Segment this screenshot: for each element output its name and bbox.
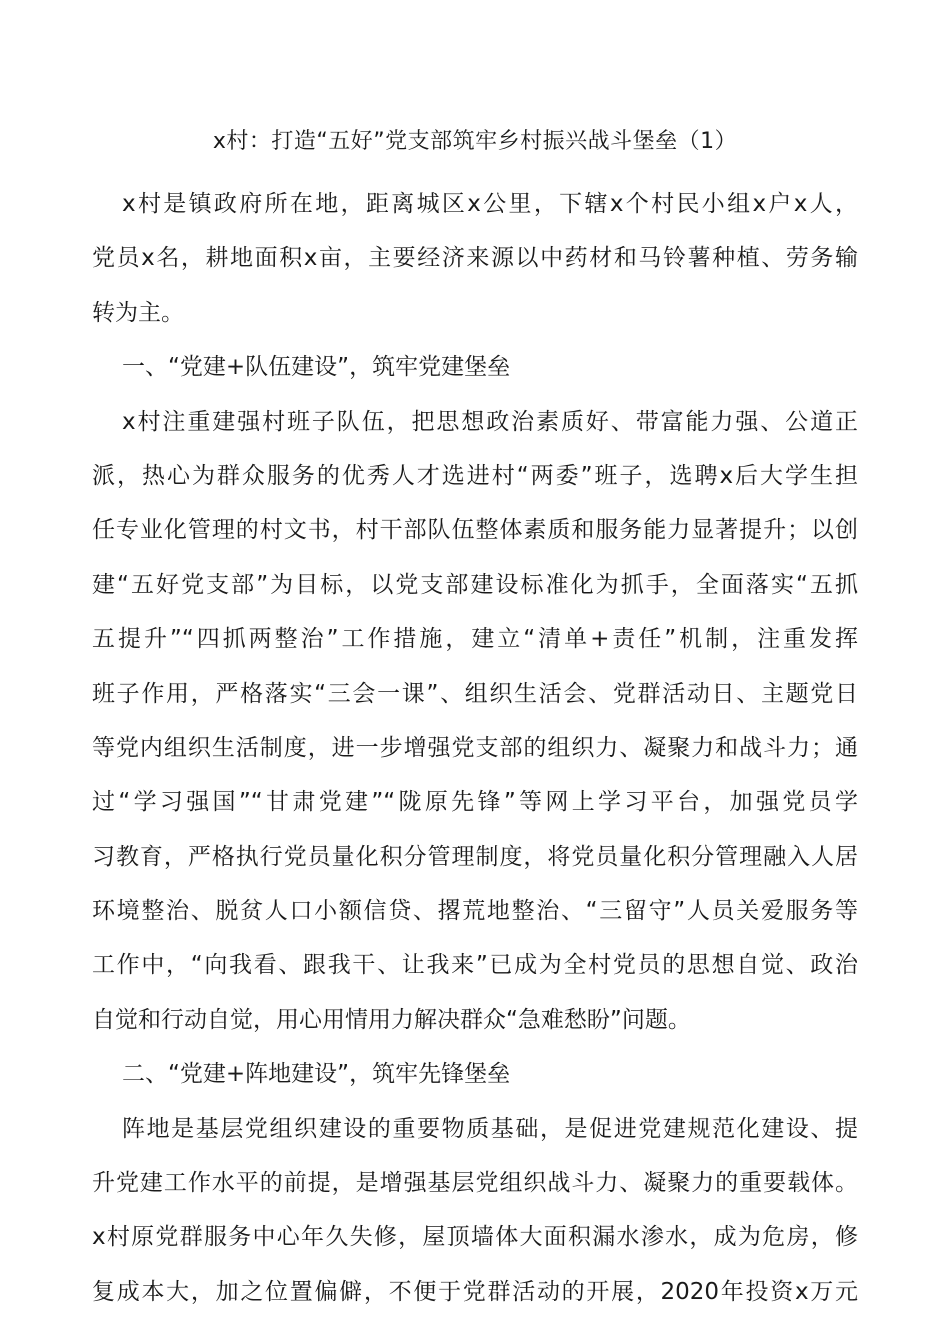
paragraph-line: x村原党群服务中心年久失修，屋顶墙体大面积漏水渗水，成为危房，修 [92,1224,858,1251]
paragraph-line: 自觉和行动自觉，用心用情用力解决群众“急难愁盼”问题。 [92,1006,691,1033]
paragraph-line: x村注重建强村班子队伍，把思想政治素质好、带富能力强、公道正 [122,408,858,435]
paragraph-line: 复成本大，加之位置偏僻，不便于党群活动的开展，2020年投资x万元 [92,1278,858,1305]
section-heading-2: 二、“党建+阵地建设”，筑牢先锋堡垒 [122,1061,511,1088]
paragraph-line: 等党内组织生活制度，进一步增强党支部的组织力、凝聚力和战斗力；通 [92,734,858,761]
paragraph-line: x村是镇政府所在地，距离城区x公里，下辖x个村民小组x户x人， [122,191,858,217]
paragraph-line: 阵地是基层党组织建设的重要物质基础，是促进党建规范化建设、提 [122,1115,858,1142]
paragraph-line: 环境整治、脱贫人口小额信贷、撂荒地整治、“三留守”人员关爱服务等 [92,898,858,925]
document-body [92,177,858,1319]
paragraph-line: 习教育，严格执行党员量化积分管理制度，将党员量化积分管理融入人居 [92,843,858,870]
paragraph-line: 工作中，“向我看、跟我干、让我来”已成为全村党员的思想自觉、政治 [92,952,858,979]
paragraph-line: 建“五好党支部”为目标，以党支部建设标准化为抓手，全面落实“五抓 [92,571,858,598]
paragraph-line: 过“学习强国”“甘肃党建”“陇原先锋”等网上学习平台，加强党员学 [92,789,858,816]
section-heading-1: 一、“党建+队伍建设”，筑牢党建堡垒 [122,354,511,381]
paragraph-line: 党员x名，耕地面积x亩，主要经济来源以中药材和马铃薯种植、劳务输 [92,245,858,272]
paragraph-line: 任专业化管理的村文书，村干部队伍整体素质和服务能力显著提升；以创 [92,517,858,544]
paragraph-line: 五提升”“四抓两整治”工作措施，建立“清单+责任”机制，注重发挥 [92,626,858,653]
document-title: x村：打造“五好”党支部筑牢乡村振兴战斗堡垒（1） [212,129,738,154]
paragraph-line: 升党建工作水平的前提，是增强基层党组织战斗力、凝聚力的重要载体。 [92,1170,858,1197]
paragraph-line: 班子作用，严格落实“三会一课”、组织生活会、党群活动日、主题党日 [92,680,858,707]
paragraph-line: 派，热心为群众服务的优秀人才选进村“两委”班子，选聘x后大学生担 [92,462,858,489]
paragraph-line: 转为主。 [92,299,184,326]
